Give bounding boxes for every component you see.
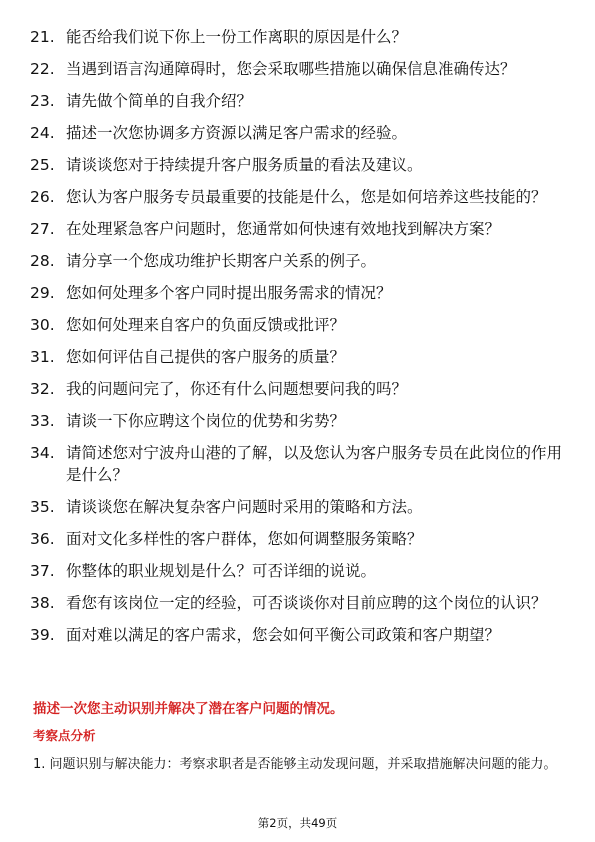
question-item — [30, 442, 565, 486]
question-number: 21. — [30, 28, 55, 46]
question-text: 在处理紧急客户问题时，您通常如何快速有效地找到解决方案？ — [66, 220, 501, 238]
question-number: 30. — [30, 316, 55, 334]
question-number: 29. — [30, 284, 55, 302]
question-text: 描述一次您协调多方资源以满足客户需求的经验。 — [66, 124, 408, 142]
question-item — [30, 410, 565, 432]
question-number: 31. — [30, 348, 55, 366]
question-number: 25. — [30, 156, 55, 174]
question-item — [30, 26, 565, 48]
question-text: 当遇到语言沟通障碍时，您会采取哪些措施以确保信息准确传达？ — [66, 60, 516, 78]
question-number: 39. — [30, 626, 55, 644]
question-item — [30, 496, 565, 518]
question-number: 32. — [30, 380, 55, 398]
question-list — [30, 26, 565, 656]
question-text: 请谈一下你应聘这个岗位的优势和劣势？ — [66, 412, 346, 430]
page-footer: 第2页，共49页 — [257, 816, 338, 830]
question-text: 请谈谈您在解决复杂客户问题时采用的策略和方法。 — [66, 498, 423, 516]
question-number: 23. — [30, 92, 55, 110]
question-item — [30, 528, 565, 550]
section-title: 考察点分析 — [33, 728, 96, 743]
question-text: 看您有该岗位一定的经验，可否谈谈你对目前应聘的这个岗位的认识？ — [66, 594, 547, 612]
question-text: 面对文化多样性的客户群体，您如何调整服务策略？ — [66, 530, 423, 548]
question-text: 您如何处理多个客户同时提出服务需求的情况？ — [66, 284, 392, 302]
question-number: 37. — [30, 562, 55, 580]
question-item — [30, 58, 565, 80]
question-text: 请谈谈您对于持续提升客户服务质量的看法及建议。 — [66, 156, 423, 174]
question-number: 38. — [30, 594, 55, 612]
question-item — [30, 378, 565, 400]
question-item — [30, 250, 565, 272]
question-item — [30, 346, 565, 368]
question-number: 22. — [30, 60, 55, 78]
question-text: 面对难以满足的客户需求，您会如何平衡公司政策和客户期望？ — [66, 626, 501, 644]
question-item — [30, 90, 565, 112]
question-text: 您如何评估自己提供的客户服务的质量？ — [66, 348, 346, 366]
question-number: 28. — [30, 252, 55, 270]
question-number: 36. — [30, 530, 55, 548]
question-text: 你整体的职业规划是什么？可否详细的说说。 — [66, 562, 377, 580]
question-item — [30, 122, 565, 144]
question-text: 您认为客户服务专员最重要的技能是什么，您是如何培养这些技能的？ — [66, 188, 547, 206]
question-text: 能否给我们说下你上一份工作离职的原因是什么？ — [66, 28, 408, 46]
question-text: 请简述您对宁波舟山港的了解，以及您认为客户服务专员在此岗位的作用是什么？ — [66, 444, 563, 484]
question-item — [30, 282, 565, 304]
highlight-question: 描述一次您主动识别并解决了潜在客户问题的情况。 — [33, 701, 344, 717]
question-number: 24. — [30, 124, 55, 142]
question-number: 27. — [30, 220, 55, 238]
question-text: 您如何处理来自客户的负面反馈或批评？ — [66, 316, 346, 334]
question-item — [30, 592, 565, 614]
question-text: 请分享一个您成功维护长期客户关系的例子。 — [66, 252, 377, 270]
question-item — [30, 314, 565, 336]
analysis-text: 1. 问题识别与解决能力：考察求职者是否能够主动发现问题，并采取措施解决问题的能力。 — [33, 757, 557, 772]
question-item — [30, 560, 565, 582]
question-text: 我的问题问完了，你还有什么问题想要问我的吗？ — [66, 380, 408, 398]
question-number: 33. — [30, 412, 55, 430]
question-number: 34. — [30, 444, 55, 462]
question-number: 35. — [30, 498, 55, 516]
question-item — [30, 624, 565, 646]
question-text: 请先做个简单的自我介绍？ — [66, 92, 253, 110]
question-item — [30, 154, 565, 176]
question-item — [30, 186, 565, 208]
question-item — [30, 218, 565, 240]
question-number: 26. — [30, 188, 55, 206]
